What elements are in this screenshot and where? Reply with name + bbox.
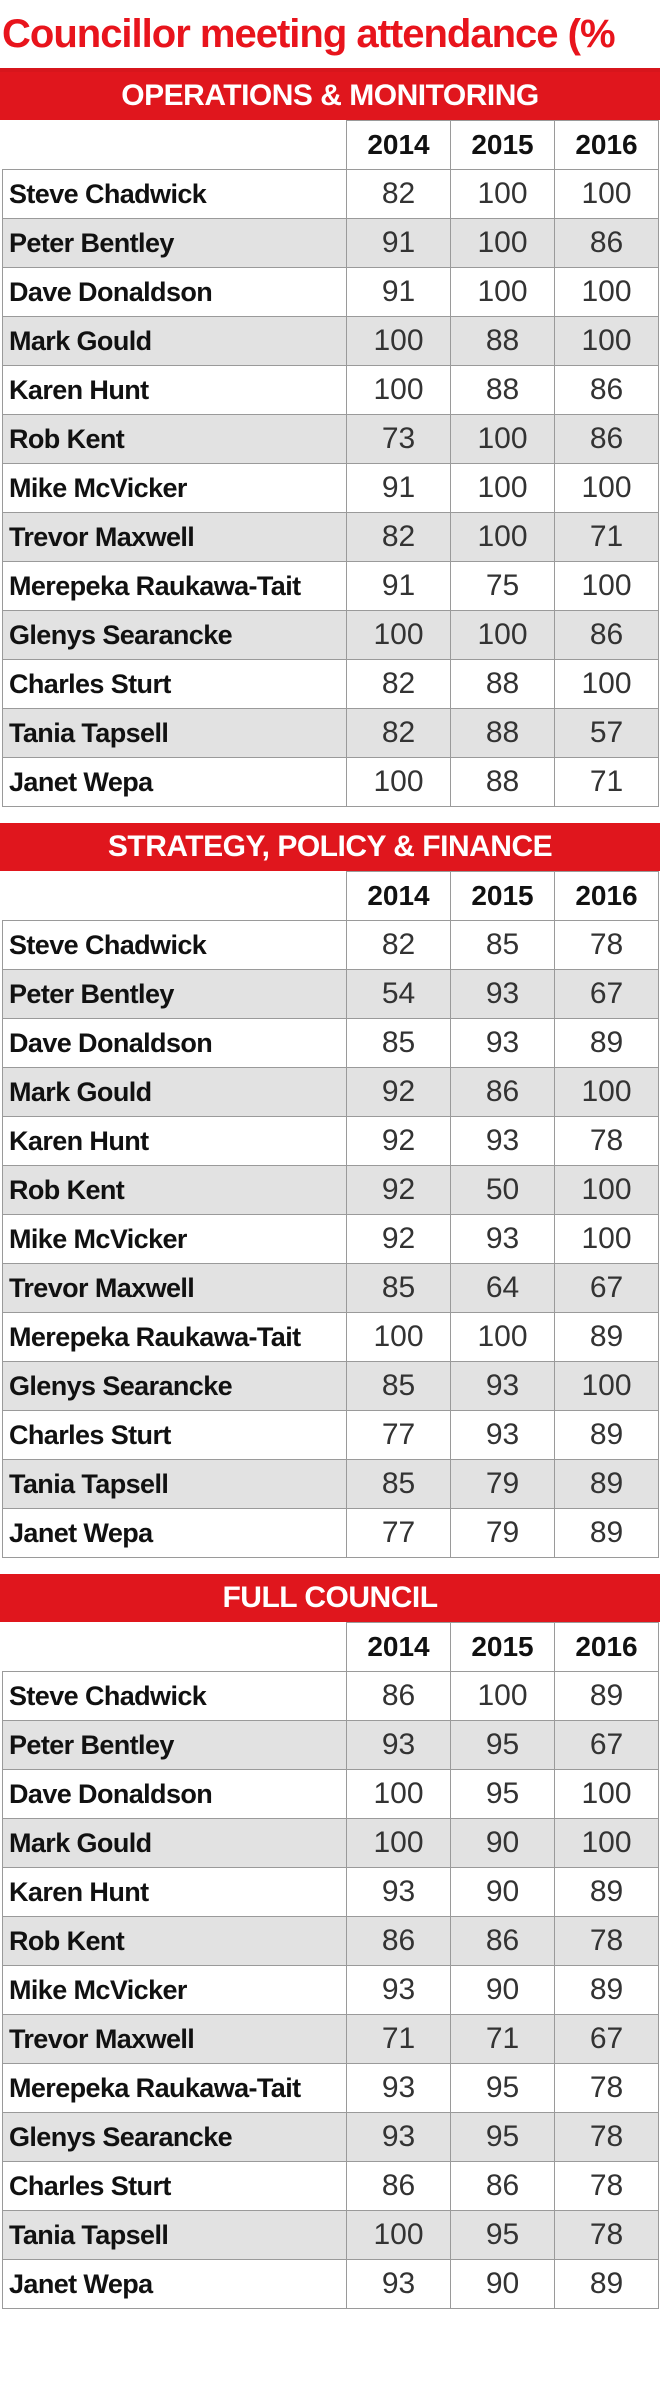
attendance-value: 93: [451, 1362, 555, 1411]
councillor-name: Charles Sturt: [3, 1411, 347, 1460]
header-blank-cell: [3, 1623, 347, 1672]
councillor-name: Trevor Maxwell: [3, 2015, 347, 2064]
attendance-value: 92: [347, 1166, 451, 1215]
table-row: [3, 1362, 659, 1411]
attendance-value: 100: [451, 415, 555, 464]
header-blank-cell: [3, 872, 347, 921]
attendance-value: 95: [451, 1770, 555, 1819]
attendance-table: [2, 120, 659, 807]
year-header: 2016: [555, 121, 659, 170]
attendance-value: 71: [347, 2015, 451, 2064]
attendance-value: 89: [555, 1313, 659, 1362]
attendance-value: 77: [347, 1509, 451, 1558]
table-row: [3, 1509, 659, 1558]
attendance-value: 86: [451, 1068, 555, 1117]
table-row: [3, 1819, 659, 1868]
attendance-value: 86: [451, 2162, 555, 2211]
table-row: [3, 562, 659, 611]
councillor-name: Dave Donaldson: [3, 1770, 347, 1819]
table-row: [3, 1215, 659, 1264]
header-blank-cell: [3, 121, 347, 170]
councillor-name: Charles Sturt: [3, 660, 347, 709]
attendance-value: 89: [555, 1672, 659, 1721]
attendance-value: 89: [555, 1460, 659, 1509]
councillor-name: Peter Bentley: [3, 1721, 347, 1770]
year-header: 2014: [347, 872, 451, 921]
attendance-value: 100: [555, 1068, 659, 1117]
year-header: 2014: [347, 1623, 451, 1672]
table-row: [3, 513, 659, 562]
attendance-value: 100: [555, 1819, 659, 1868]
attendance-value: 100: [555, 660, 659, 709]
attendance-value: 67: [555, 2015, 659, 2064]
attendance-value: 77: [347, 1411, 451, 1460]
table-row: [3, 1313, 659, 1362]
section-1: [0, 72, 660, 807]
attendance-value: 100: [451, 219, 555, 268]
attendance-value: 100: [555, 562, 659, 611]
councillor-name: Mark Gould: [3, 1068, 347, 1117]
attendance-value: 93: [347, 1966, 451, 2015]
attendance-value: 91: [347, 268, 451, 317]
attendance-value: 100: [451, 513, 555, 562]
attendance-value: 89: [555, 1868, 659, 1917]
year-header-row: [3, 872, 659, 921]
attendance-value: 85: [347, 1460, 451, 1509]
attendance-value: 54: [347, 970, 451, 1019]
councillor-name: Peter Bentley: [3, 219, 347, 268]
attendance-value: 93: [451, 1019, 555, 1068]
attendance-value: 78: [555, 2211, 659, 2260]
attendance-value: 78: [555, 2113, 659, 2162]
table-row: [3, 366, 659, 415]
year-header: 2015: [451, 1623, 555, 1672]
councillor-name: Charles Sturt: [3, 2162, 347, 2211]
councillor-name: Mike McVicker: [3, 464, 347, 513]
councillor-name: Janet Wepa: [3, 1509, 347, 1558]
attendance-value: 100: [555, 268, 659, 317]
attendance-value: 88: [451, 660, 555, 709]
councillor-name: Mark Gould: [3, 1819, 347, 1868]
attendance-value: 82: [347, 170, 451, 219]
councillor-name: Steve Chadwick: [3, 1672, 347, 1721]
attendance-value: 100: [555, 464, 659, 513]
table-row: [3, 1672, 659, 1721]
table-row: [3, 268, 659, 317]
table-row: [3, 2015, 659, 2064]
attendance-table: [2, 871, 659, 1558]
table-row: [3, 2211, 659, 2260]
attendance-value: 78: [555, 1917, 659, 1966]
attendance-value: 85: [451, 921, 555, 970]
table-row: [3, 1411, 659, 1460]
attendance-value: 86: [451, 1917, 555, 1966]
attendance-value: 89: [555, 1019, 659, 1068]
attendance-value: 93: [347, 1721, 451, 1770]
table-row: [3, 1264, 659, 1313]
attendance-value: 93: [347, 1868, 451, 1917]
attendance-value: 100: [555, 1166, 659, 1215]
attendance-value: 100: [347, 1819, 451, 1868]
table-row: [3, 219, 659, 268]
table-row: [3, 2260, 659, 2309]
section-spacer: [0, 807, 660, 823]
attendance-value: 100: [451, 170, 555, 219]
chart-title: Councillor meeting attendance (%: [0, 0, 660, 72]
attendance-value: 50: [451, 1166, 555, 1215]
attendance-value: 82: [347, 660, 451, 709]
attendance-value: 86: [555, 415, 659, 464]
table-row: [3, 1770, 659, 1819]
year-header-row: [3, 1623, 659, 1672]
attendance-value: 67: [555, 1264, 659, 1313]
table-row: [3, 415, 659, 464]
table-row: [3, 1721, 659, 1770]
attendance-value: 82: [347, 921, 451, 970]
councillor-name: Rob Kent: [3, 415, 347, 464]
attendance-value: 95: [451, 2064, 555, 2113]
section-heading: OPERATIONS & MONITORING: [0, 72, 660, 120]
attendance-value: 78: [555, 2064, 659, 2113]
attendance-value: 100: [451, 268, 555, 317]
year-header: 2015: [451, 872, 555, 921]
councillor-name: Mike McVicker: [3, 1215, 347, 1264]
year-header: 2015: [451, 121, 555, 170]
attendance-value: 92: [347, 1117, 451, 1166]
attendance-value: 100: [555, 1770, 659, 1819]
attendance-value: 89: [555, 1509, 659, 1558]
attendance-value: 73: [347, 415, 451, 464]
councillor-name: Merepeka Raukawa-Tait: [3, 2064, 347, 2113]
attendance-value: 67: [555, 970, 659, 1019]
councillor-name: Mark Gould: [3, 317, 347, 366]
councillor-name: Trevor Maxwell: [3, 513, 347, 562]
attendance-value: 85: [347, 1019, 451, 1068]
attendance-value: 100: [451, 611, 555, 660]
table-row: [3, 2064, 659, 2113]
attendance-value: 71: [555, 513, 659, 562]
attendance-value: 100: [347, 611, 451, 660]
year-header: 2014: [347, 121, 451, 170]
attendance-value: 90: [451, 1868, 555, 1917]
councillor-name: Janet Wepa: [3, 2260, 347, 2309]
year-header-row: [3, 121, 659, 170]
attendance-value: 90: [451, 1966, 555, 2015]
attendance-value: 100: [347, 1770, 451, 1819]
table-row: [3, 1460, 659, 1509]
attendance-value: 100: [555, 1215, 659, 1264]
table-row: [3, 921, 659, 970]
councillor-name: Trevor Maxwell: [3, 1264, 347, 1313]
table-row: [3, 709, 659, 758]
attendance-value: 93: [451, 1117, 555, 1166]
attendance-value: 67: [555, 1721, 659, 1770]
table-row: [3, 611, 659, 660]
councillor-name: Karen Hunt: [3, 1117, 347, 1166]
councillor-name: Glenys Searancke: [3, 2113, 347, 2162]
section-3: [0, 1574, 660, 2309]
table-row: [3, 1966, 659, 2015]
attendance-value: 95: [451, 2113, 555, 2162]
table-row: [3, 1917, 659, 1966]
table-row: [3, 1068, 659, 1117]
attendance-value: 100: [451, 1313, 555, 1362]
year-header: 2016: [555, 1623, 659, 1672]
attendance-value: 100: [347, 317, 451, 366]
attendance-value: 64: [451, 1264, 555, 1313]
attendance-value: 79: [451, 1460, 555, 1509]
attendance-value: 90: [451, 2260, 555, 2309]
attendance-value: 89: [555, 2260, 659, 2309]
councillor-name: Tania Tapsell: [3, 2211, 347, 2260]
councillor-name: Rob Kent: [3, 1917, 347, 1966]
attendance-value: 78: [555, 1117, 659, 1166]
attendance-value: 100: [451, 1672, 555, 1721]
attendance-value: 90: [451, 1819, 555, 1868]
attendance-value: 71: [555, 758, 659, 807]
attendance-value: 91: [347, 562, 451, 611]
table-row: [3, 1019, 659, 1068]
table-row: [3, 170, 659, 219]
attendance-value: 88: [451, 758, 555, 807]
attendance-value: 86: [347, 1672, 451, 1721]
attendance-value: 82: [347, 709, 451, 758]
councillor-name: Dave Donaldson: [3, 268, 347, 317]
table-row: [3, 2113, 659, 2162]
table-row: [3, 317, 659, 366]
attendance-value: 78: [555, 921, 659, 970]
attendance-value: 93: [347, 2260, 451, 2309]
attendance-value: 57: [555, 709, 659, 758]
attendance-value: 100: [347, 2211, 451, 2260]
attendance-value: 91: [347, 464, 451, 513]
attendance-value: 95: [451, 1721, 555, 1770]
councillor-name: Peter Bentley: [3, 970, 347, 1019]
councillor-name: Steve Chadwick: [3, 921, 347, 970]
attendance-value: 100: [347, 758, 451, 807]
attendance-value: 95: [451, 2211, 555, 2260]
attendance-value: 100: [451, 464, 555, 513]
table-row: [3, 970, 659, 1019]
attendance-value: 79: [451, 1509, 555, 1558]
attendance-value: 100: [555, 317, 659, 366]
table-row: [3, 1117, 659, 1166]
councillor-name: Karen Hunt: [3, 366, 347, 415]
attendance-value: 71: [451, 2015, 555, 2064]
attendance-value: 78: [555, 2162, 659, 2211]
attendance-value: 86: [555, 366, 659, 415]
attendance-value: 75: [451, 562, 555, 611]
attendance-value: 85: [347, 1362, 451, 1411]
section-heading: STRATEGY, POLICY & FINANCE: [0, 823, 660, 871]
attendance-value: 93: [347, 2064, 451, 2113]
councillor-name: Tania Tapsell: [3, 709, 347, 758]
attendance-value: 100: [555, 170, 659, 219]
attendance-value: 88: [451, 709, 555, 758]
attendance-value: 100: [347, 366, 451, 415]
attendance-value: 88: [451, 366, 555, 415]
table-row: [3, 464, 659, 513]
councillor-name: Glenys Searancke: [3, 1362, 347, 1411]
councillor-name: Mike McVicker: [3, 1966, 347, 2015]
section-spacer: [0, 1558, 660, 1574]
attendance-value: 93: [451, 1215, 555, 1264]
section-heading: FULL COUNCIL: [0, 1574, 660, 1622]
table-row: [3, 758, 659, 807]
table-row: [3, 1166, 659, 1215]
year-header: 2016: [555, 872, 659, 921]
councillor-name: Merepeka Raukawa-Tait: [3, 562, 347, 611]
councillor-name: Karen Hunt: [3, 1868, 347, 1917]
attendance-value: 82: [347, 513, 451, 562]
councillor-name: Janet Wepa: [3, 758, 347, 807]
attendance-value: 86: [555, 219, 659, 268]
table-row: [3, 660, 659, 709]
table-row: [3, 1868, 659, 1917]
councillor-name: Dave Donaldson: [3, 1019, 347, 1068]
attendance-value: 100: [347, 1313, 451, 1362]
attendance-value: 86: [347, 1917, 451, 1966]
attendance-value: 92: [347, 1068, 451, 1117]
attendance-value: 88: [451, 317, 555, 366]
councillor-name: Glenys Searancke: [3, 611, 347, 660]
attendance-value: 93: [451, 1411, 555, 1460]
councillor-name: Steve Chadwick: [3, 170, 347, 219]
councillor-name: Merepeka Raukawa-Tait: [3, 1313, 347, 1362]
attendance-value: 86: [555, 611, 659, 660]
attendance-value: 89: [555, 1966, 659, 2015]
councillor-name: Rob Kent: [3, 1166, 347, 1215]
sections-container: [0, 72, 660, 2309]
attendance-value: 93: [451, 970, 555, 1019]
attendance-value: 85: [347, 1264, 451, 1313]
councillor-name: Tania Tapsell: [3, 1460, 347, 1509]
attendance-value: 100: [555, 1362, 659, 1411]
attendance-table: [2, 1622, 659, 2309]
section-2: [0, 823, 660, 1558]
attendance-value: 93: [347, 2113, 451, 2162]
attendance-value: 86: [347, 2162, 451, 2211]
attendance-value: 91: [347, 219, 451, 268]
attendance-value: 89: [555, 1411, 659, 1460]
table-row: [3, 2162, 659, 2211]
attendance-value: 92: [347, 1215, 451, 1264]
